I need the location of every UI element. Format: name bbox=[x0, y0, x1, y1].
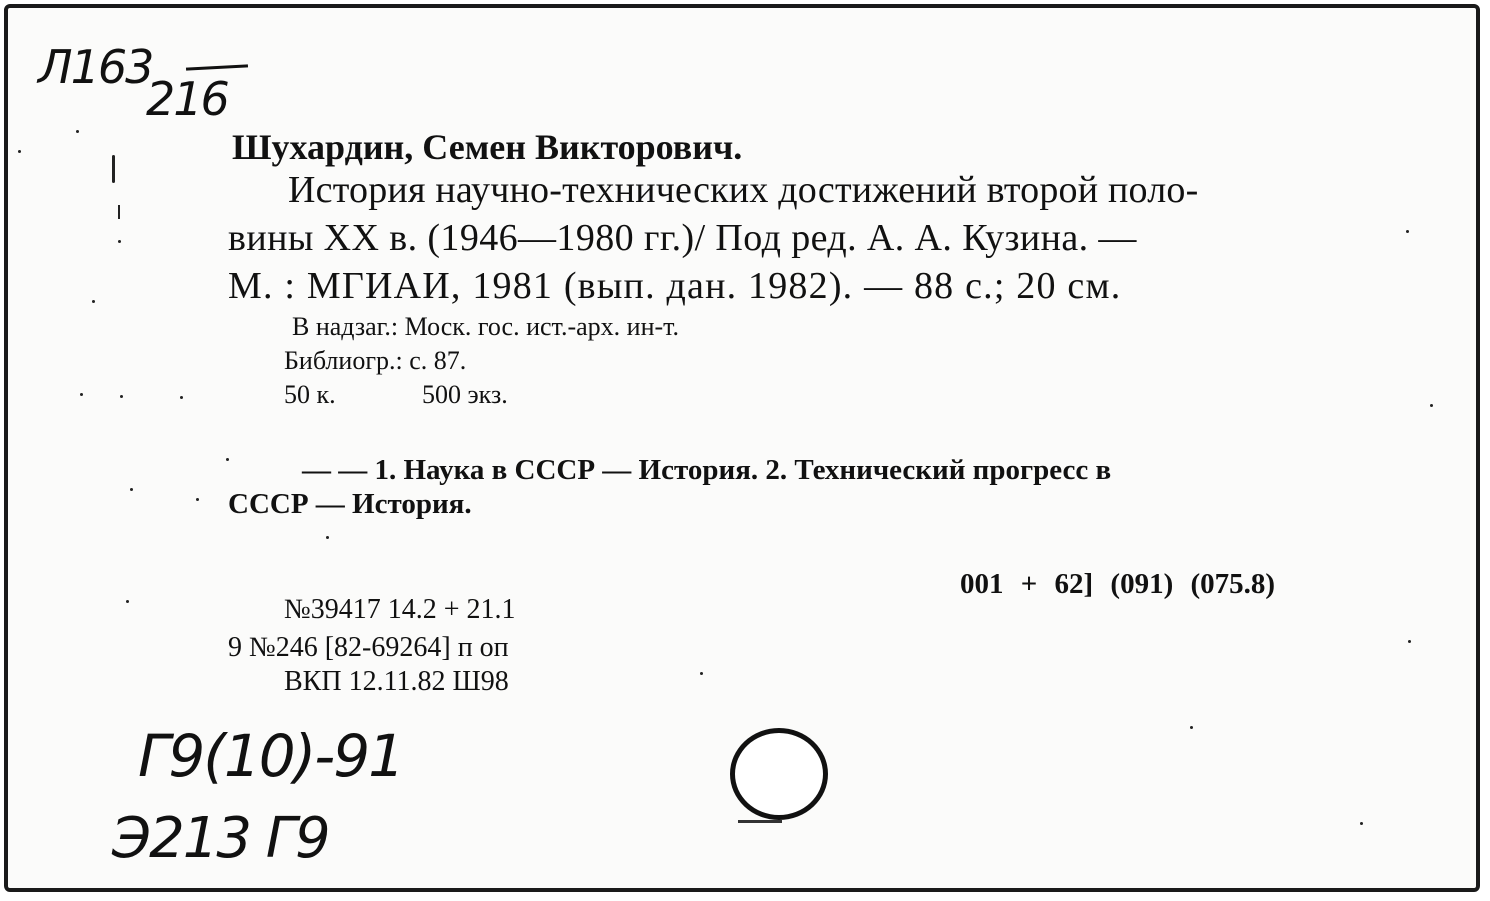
speck bbox=[326, 536, 329, 539]
speck bbox=[180, 396, 183, 399]
speck bbox=[126, 600, 129, 603]
speck bbox=[1360, 822, 1363, 825]
registry-line: ВКП 12.11.82 Ш98 bbox=[284, 666, 509, 697]
speck bbox=[130, 488, 133, 491]
speck bbox=[92, 300, 95, 303]
speck bbox=[196, 498, 199, 501]
speck bbox=[226, 458, 229, 461]
subject-headings-line: СССР — История. bbox=[228, 488, 472, 520]
margin-tick bbox=[112, 155, 115, 183]
registry-line: №39417 14.2 + 21.1 bbox=[284, 594, 516, 625]
title-line: М. : МГИАИ, 1981 (вып. дан. 1982). — 88 с.; 20 см. bbox=[228, 265, 1122, 307]
speck bbox=[1190, 726, 1193, 729]
udc-index: 001 + 62] (091) (075.8) bbox=[960, 568, 1276, 600]
speck bbox=[18, 150, 21, 153]
handwritten-shelfmark-number: 216 bbox=[146, 72, 228, 126]
handwritten-inventory-code: Э213 Г9 bbox=[112, 806, 329, 871]
speck bbox=[1430, 404, 1433, 407]
speck bbox=[700, 672, 703, 675]
subject-headings-line: — — 1. Наука в СССР — История. 2. Технический прогресс в bbox=[302, 454, 1112, 486]
card-punch-hole bbox=[730, 728, 828, 820]
punch-hole-shadow bbox=[738, 820, 782, 823]
note-bibliography: Библиогр.: с. 87. bbox=[284, 346, 467, 375]
copies: 500 экз. bbox=[422, 380, 508, 409]
speck bbox=[120, 395, 123, 398]
title-line: История научно-технических достижений второй поло- bbox=[288, 169, 1199, 211]
speck bbox=[1408, 640, 1411, 643]
title-line: вины XX в. (1946—1980 гг.)/ Под ред. А. А. Кузина. — bbox=[228, 217, 1137, 259]
handwritten-class-code: Г9(10)-91 bbox=[138, 722, 404, 790]
registry-line: 9 №246 [82-69264] п оп bbox=[228, 632, 509, 663]
price: 50 к. bbox=[284, 380, 336, 409]
handwritten-shelfmark: Л163 bbox=[38, 40, 153, 94]
speck bbox=[118, 240, 121, 243]
speck bbox=[1406, 230, 1409, 233]
speck bbox=[76, 130, 79, 133]
speck bbox=[80, 393, 83, 396]
margin-tick bbox=[118, 205, 120, 219]
note-header: В надзаг.: Моск. гос. ист.-арх. ин-т. bbox=[292, 312, 680, 341]
author-heading: Шухардин, Семен Викторович. bbox=[232, 127, 743, 167]
